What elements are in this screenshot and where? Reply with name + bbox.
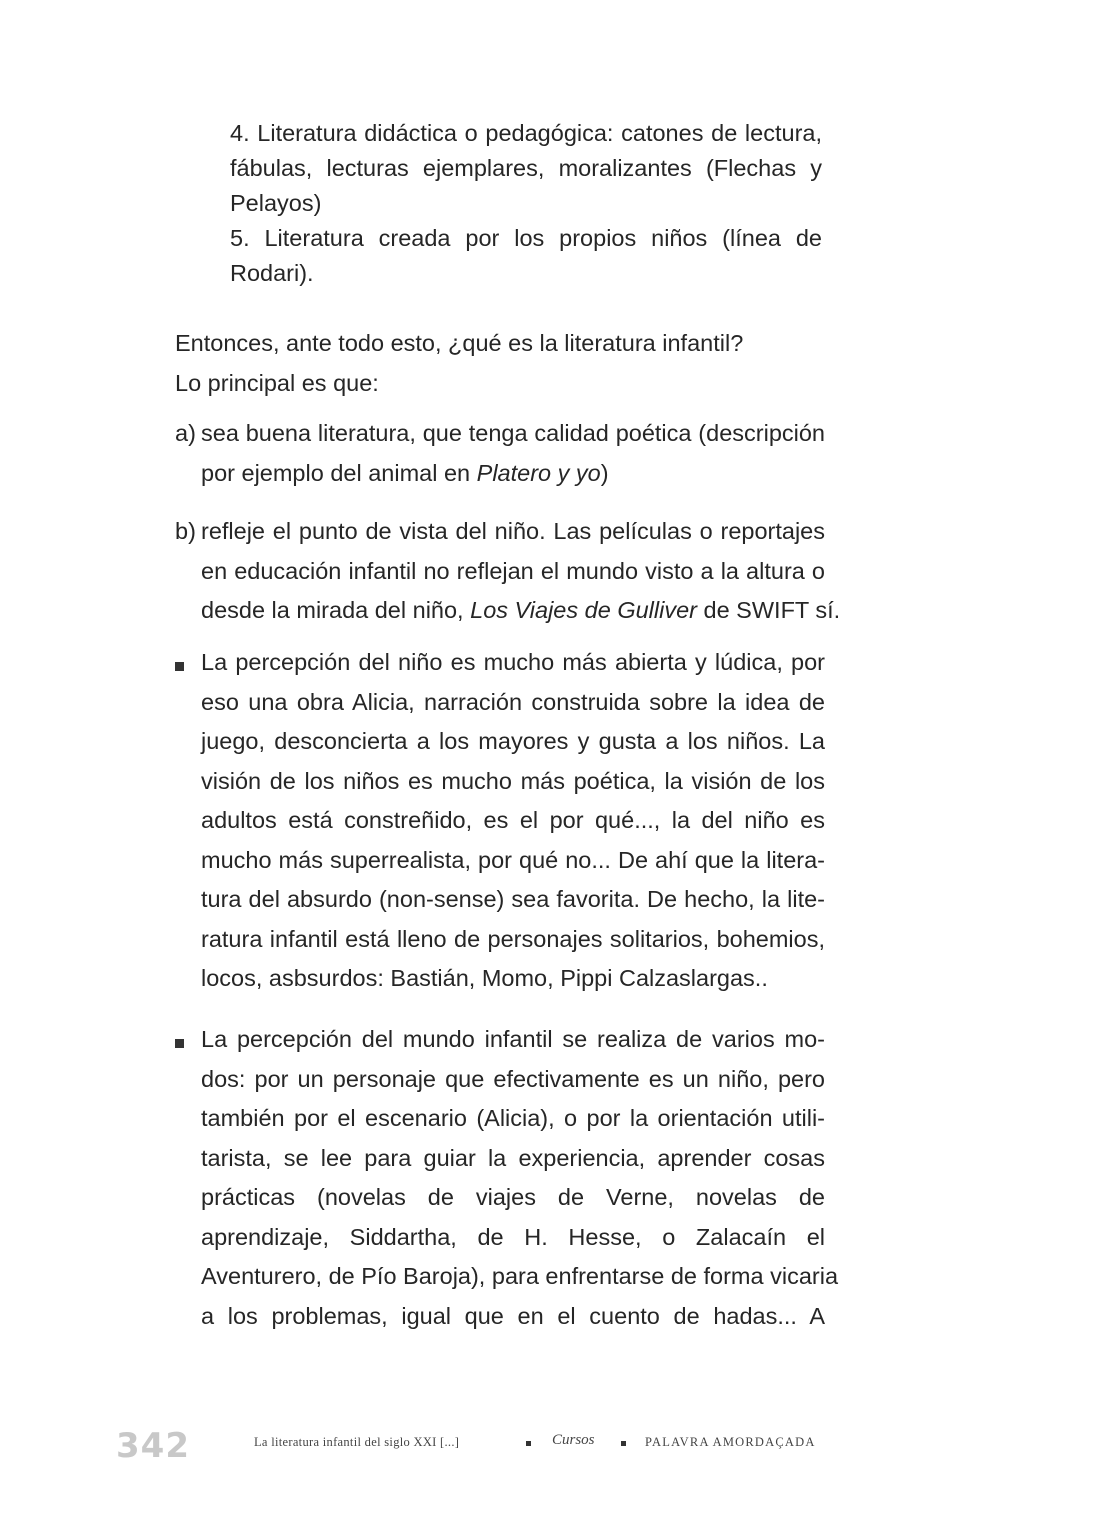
page-footer	[0, 1424, 1100, 1474]
list-line: fábulas, lecturas ejemplares, moralizantes (Flechas y	[230, 155, 822, 181]
bullet-line: Aventurero, de Pío Baroja), para enfrentarse de forma vicaria	[201, 1263, 839, 1289]
bullet-line: locos, asbsurdos: Bastián, Momo, Pippi Calzaslargas..	[201, 965, 768, 991]
bullet-body	[201, 643, 825, 999]
bullet-body	[201, 1020, 839, 1336]
item-line: refleje el punto de vista del niño. Las películas o reportajes	[201, 518, 825, 544]
bullet-line: adultos está constreñido, es el por qué..., la del niño es	[201, 807, 825, 833]
bullet-line: aprendizaje, Siddartha, de H. Hesse, o Zalacaín el	[201, 1223, 825, 1250]
journal-name: Cursos	[552, 1432, 595, 1448]
bullet-line: tura del absurdo (non-sense) sea favorita. De hecho, la lite-	[201, 886, 825, 912]
square-bullet-icon	[175, 1039, 184, 1048]
page-number: 342	[116, 1426, 190, 1466]
item-text: desde la mirada del niño,	[201, 597, 471, 623]
intro-question: Entonces, ante todo esto, ¿qué es la literatura infantil?	[175, 330, 744, 356]
item-body	[201, 414, 825, 493]
item-line: en educación infantil no reflejan el mundo visto a la altura o	[201, 557, 825, 584]
separator-dot-icon	[621, 1441, 626, 1446]
bullet-line: ratura infantil está lleno de personajes solitarios, bohemios,	[201, 925, 825, 952]
list-line: 4. Literatura didáctica o pedagógica: catones de lectura,	[230, 120, 822, 146]
numbered-list	[230, 116, 822, 291]
item-marker: a)	[175, 420, 196, 446]
square-bullet-icon	[175, 662, 184, 671]
bullet-line: visión de los niños es mucho más poética, la visión de los	[201, 767, 825, 794]
bullet-line: tarista, se lee para guiar la experiencia, aprender cosas	[201, 1144, 825, 1171]
item-body	[201, 512, 841, 631]
bullet-line: prácticas (novelas de viajes de Verne, novelas de	[201, 1184, 825, 1210]
bullet-line: juego, desconcierta a los mayores y gusta a los niños. La	[201, 728, 825, 754]
item-text: )	[600, 459, 609, 486]
bullet-line: dos: por un personaje que efectivamente es un niño, pero	[201, 1065, 825, 1092]
item-text: de SWIFT sí.	[696, 597, 841, 623]
intro-principal: Lo principal es que:	[175, 370, 379, 396]
book-title: Los Viajes de Gulliver	[470, 597, 697, 623]
bullet-line: también por el escenario (Alicia), o por la orientación utili-	[201, 1105, 825, 1131]
running-title: La literatura infantil del siglo XXI [...]	[254, 1435, 460, 1449]
bullet-line: mucho más superrealista, por qué no... De ahí que la litera-	[201, 846, 825, 873]
bullet-line: La percepción del niño es mucho más abierta y lúdica, por	[201, 649, 825, 675]
bullet-line: La percepción del mundo infantil se realiza de varios mo-	[201, 1026, 825, 1052]
publisher-name: PALAVRA AMORDAÇADA	[645, 1435, 816, 1449]
list-line: Pelayos)	[230, 190, 322, 216]
item-marker: b)	[175, 518, 196, 544]
bullet-line: eso una obra Alicia, narración construida sobre la idea de	[201, 688, 825, 715]
list-line: Rodari).	[230, 260, 314, 286]
item-line	[201, 591, 841, 631]
item-line: sea buena literatura, que tenga calidad poética (descripción	[201, 420, 825, 446]
item-line	[201, 454, 825, 494]
item-text: por ejemplo del animal en	[201, 459, 477, 486]
separator-dot-icon	[526, 1441, 531, 1446]
book-title: Platero y yo	[476, 459, 601, 486]
list-line: 5. Literatura creada por los propios niños (línea de	[230, 225, 822, 251]
bullet-line: a los problemas, igual que en el cuento de hadas... A	[201, 1302, 825, 1329]
